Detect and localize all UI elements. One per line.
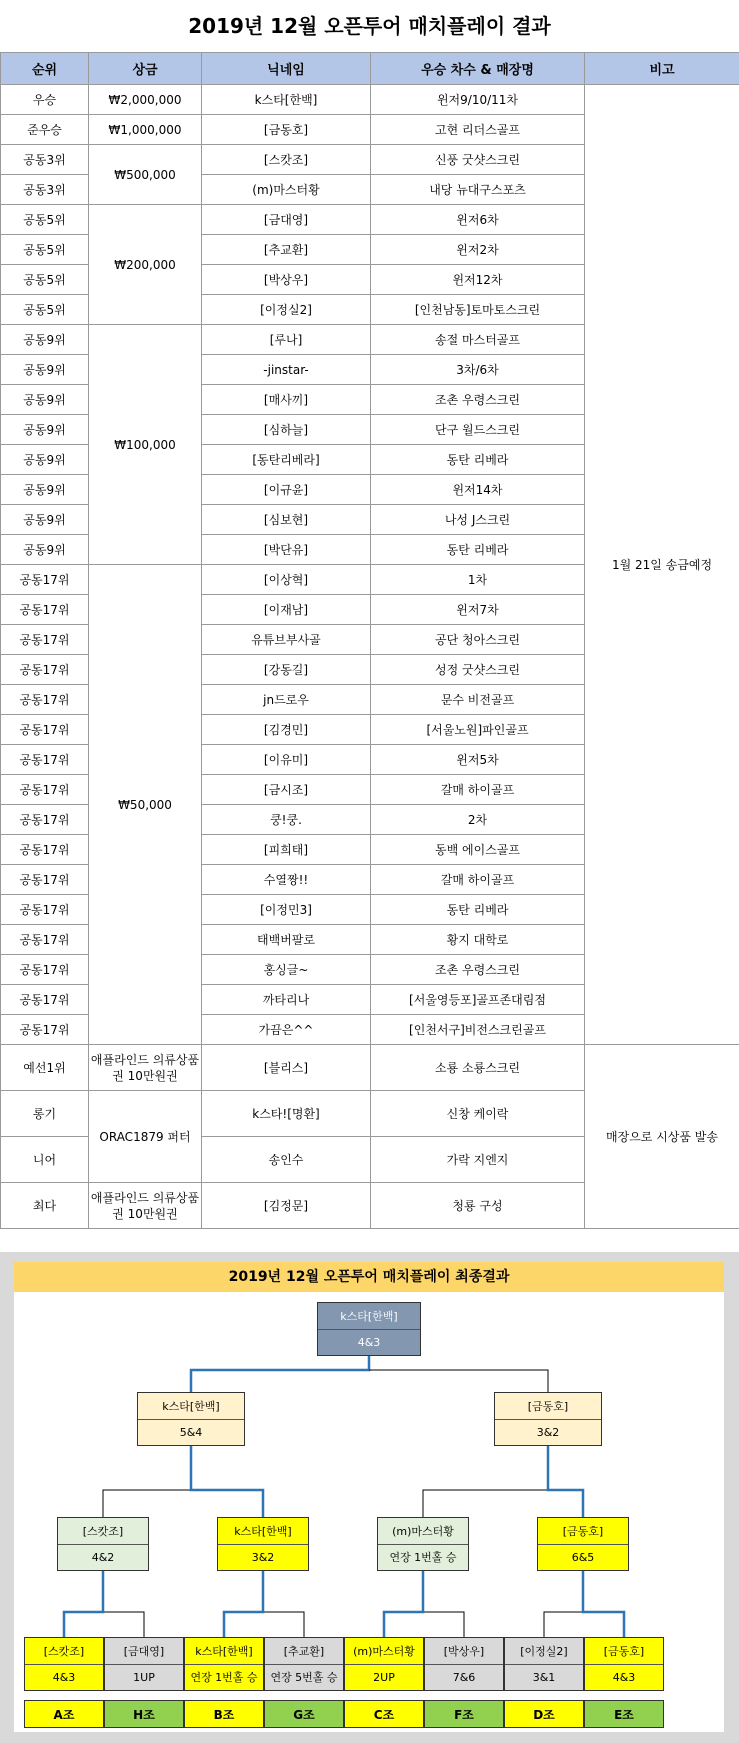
rank-cell: 공동9위: [1, 415, 89, 445]
venue-cell: 2차: [371, 805, 585, 835]
rank-cell: 공동5위: [1, 205, 89, 235]
venue-cell: 윈저9/10/11차: [371, 85, 585, 115]
match-score: 4&3: [612, 1670, 636, 1684]
match-score: 4&3: [52, 1670, 76, 1684]
rank-cell: 공동9위: [1, 505, 89, 535]
prize-cell: 애플라인드 의류상품권 10만원권: [89, 1183, 202, 1229]
nickname-cell: [이상혁]: [202, 565, 371, 595]
table-row: [1, 85, 739, 115]
nickname-cell: 수열짱!!: [202, 865, 371, 895]
special-row: [1, 1045, 739, 1091]
header-nickname: 닉네임: [202, 53, 371, 85]
venue-cell: 윈저12차: [371, 265, 585, 295]
rank-cell: 공동5위: [1, 235, 89, 265]
venue-cell: [인천남동]토마토스크린: [371, 295, 585, 325]
player-name: (m)마스터황: [345, 1638, 423, 1665]
rank-cell: 공동17위: [1, 835, 89, 865]
venue-cell: 동백 에이스골프: [371, 835, 585, 865]
venue-cell: 1차: [371, 565, 585, 595]
nickname-cell: (m)마스터황: [202, 175, 371, 205]
rank-cell: 공동17위: [1, 655, 89, 685]
round1-match-box: [584, 1637, 664, 1691]
player-name: k스타[한백]: [138, 1393, 244, 1420]
nickname-cell: [이정민3]: [202, 895, 371, 925]
rank-cell: 최다: [1, 1183, 89, 1229]
rank-cell: 공동17위: [1, 595, 89, 625]
rank-cell: 공동17위: [1, 955, 89, 985]
match-score: 1UP: [133, 1670, 155, 1684]
bracket-line: [369, 1370, 548, 1392]
nickname-cell: [심보현]: [202, 505, 371, 535]
nickname-cell: [금시조]: [202, 775, 371, 805]
quarter-final-box: [57, 1517, 149, 1571]
venue-cell: 고현 리더스골프: [371, 115, 585, 145]
player-name: k스타[한백]: [185, 1638, 263, 1665]
rank-cell: 공동9위: [1, 475, 89, 505]
venue-cell: 단구 월드스크린: [371, 415, 585, 445]
table-header-row: [1, 53, 739, 85]
player-name: [이정실2]: [505, 1638, 583, 1665]
winner-line: [583, 1571, 624, 1637]
player-name: k스타[한백]: [218, 1518, 308, 1545]
results-table: [0, 52, 739, 1229]
nickname-cell: [강동길]: [202, 655, 371, 685]
semi-final-box: [494, 1392, 602, 1446]
nickname-cell: [심하늘]: [202, 415, 371, 445]
rank-cell: 우승: [1, 85, 89, 115]
nickname-cell: [루나]: [202, 325, 371, 355]
nickname-cell: 쿵!쿵.: [202, 805, 371, 835]
venue-cell: 나성 J스크린: [371, 505, 585, 535]
rank-cell: 공동9위: [1, 355, 89, 385]
player-name: [스캇조]: [25, 1638, 103, 1665]
rank-cell: 공동17위: [1, 985, 89, 1015]
prize-cell: ₩500,000: [89, 145, 202, 205]
venue-cell: 신풍 굿샷스크린: [371, 145, 585, 175]
rank-cell: 공동9위: [1, 385, 89, 415]
match-score: 4&3: [357, 1335, 381, 1349]
nickname-cell: [박상우]: [202, 265, 371, 295]
bracket-panel: [14, 1262, 724, 1732]
nickname-cell: -jinstar-: [202, 355, 371, 385]
player-name: (m)마스터황: [378, 1518, 468, 1545]
venue-cell: 3차/6차: [371, 355, 585, 385]
note-cell: 매장으로 시상품 발송: [585, 1045, 739, 1229]
nickname-cell: [이규윤]: [202, 475, 371, 505]
venue-cell: 윈저7차: [371, 595, 585, 625]
venue-cell: 청룡 구성: [371, 1183, 585, 1229]
player-name: [스캇조]: [58, 1518, 148, 1545]
rank-cell: 공동17위: [1, 715, 89, 745]
venue-cell: 문수 비전골프: [371, 685, 585, 715]
header-prize: 상금: [89, 53, 202, 85]
page-title: 2019년 12월 오픈투어 매치플레이 결과: [188, 14, 551, 38]
venue-cell: 윈저2차: [371, 235, 585, 265]
nickname-cell: [이유미]: [202, 745, 371, 775]
rank-cell: 롱기: [1, 1091, 89, 1137]
nickname-cell: [이정실2]: [202, 295, 371, 325]
venue-cell: 윈저5차: [371, 745, 585, 775]
prize-cell: ₩1,000,000: [89, 115, 202, 145]
bracket-title: 2019년 12월 오픈투어 매치플레이 최종결과: [14, 1262, 724, 1292]
player-name: [금대영]: [105, 1638, 183, 1665]
nickname-cell: [피희태]: [202, 835, 371, 865]
note-cell: 1월 21일 송금예정: [585, 85, 739, 1045]
match-score: 2UP: [373, 1670, 395, 1684]
venue-cell: [인천서구]비전스크린골프: [371, 1015, 585, 1045]
rank-cell: 공동17위: [1, 1015, 89, 1045]
nickname-cell: [금대영]: [202, 205, 371, 235]
nickname-cell: 가끔은^^: [202, 1015, 371, 1045]
nickname-cell: [박단유]: [202, 535, 371, 565]
rank-cell: 공동9위: [1, 535, 89, 565]
quarter-final-box: [217, 1517, 309, 1571]
nickname-cell: [이재남]: [202, 595, 371, 625]
player-name: [추교환]: [265, 1638, 343, 1665]
rank-cell: 공동9위: [1, 445, 89, 475]
winner-line: [548, 1446, 583, 1517]
bracket-line: [423, 1490, 548, 1517]
prize-cell: ₩2,000,000: [89, 85, 202, 115]
nickname-cell: [스캇조]: [202, 145, 371, 175]
venue-cell: 갈매 하이골프: [371, 775, 585, 805]
prize-cell: ₩100,000: [89, 325, 202, 565]
bracket-line: [423, 1612, 464, 1637]
venue-cell: 윈저6차: [371, 205, 585, 235]
quarter-final-box: [377, 1517, 469, 1571]
match-score: 7&6: [452, 1670, 476, 1684]
quarter-final-box: [537, 1517, 629, 1571]
winner-line: [224, 1571, 263, 1637]
rank-cell: 공동17위: [1, 895, 89, 925]
round1-match-box: [424, 1637, 504, 1691]
venue-cell: 황지 대학로: [371, 925, 585, 955]
player-name: [금동호]: [538, 1518, 628, 1545]
rank-cell: 공동17위: [1, 685, 89, 715]
nickname-cell: k스타[한백]: [202, 85, 371, 115]
nickname-cell: 홍싱글~: [202, 955, 371, 985]
match-score: 연장 1번홀 승: [190, 1671, 258, 1684]
rank-cell: 공동17위: [1, 805, 89, 835]
rank-cell: 공동5위: [1, 295, 89, 325]
rank-cell: 공동3위: [1, 145, 89, 175]
venue-cell: [서울노원]파인골프: [371, 715, 585, 745]
bracket-line: [103, 1612, 144, 1637]
rank-cell: 공동17위: [1, 565, 89, 595]
prize-cell: 애플라인드 의류상품권 10만원권: [89, 1045, 202, 1091]
nickname-cell: 까타리나: [202, 985, 371, 1015]
rank-cell: 공동5위: [1, 265, 89, 295]
rank-cell: 공동17위: [1, 625, 89, 655]
round1-match-box: [344, 1637, 424, 1691]
nickname-cell: jn드로우: [202, 685, 371, 715]
venue-cell: 성정 굿샷스크린: [371, 655, 585, 685]
group-label: G조: [264, 1700, 344, 1728]
bracket-line: [103, 1490, 191, 1517]
venue-cell: 동탄 리베라: [371, 445, 585, 475]
match-score: 3&2: [251, 1550, 275, 1564]
nickname-cell: [추교환]: [202, 235, 371, 265]
venue-cell: 신창 케이락: [371, 1091, 585, 1137]
rank-cell: 니어: [1, 1137, 89, 1183]
nickname-cell: k스타![명환]: [202, 1091, 371, 1137]
prize-cell: ₩50,000: [89, 565, 202, 1045]
venue-cell: 동탄 리베라: [371, 535, 585, 565]
rank-cell: 공동17위: [1, 865, 89, 895]
rank-cell: 공동17위: [1, 745, 89, 775]
group-label: E조: [584, 1700, 664, 1728]
rank-cell: 공동17위: [1, 925, 89, 955]
round1-match-box: [504, 1637, 584, 1691]
rank-cell: 공동3위: [1, 175, 89, 205]
nickname-cell: [블리스]: [202, 1045, 371, 1091]
nickname-cell: 송인수: [202, 1137, 371, 1183]
player-name: [금동호]: [585, 1638, 663, 1665]
prize-cell: ORAC1879 퍼터: [89, 1091, 202, 1183]
match-score: 5&4: [179, 1425, 203, 1439]
results-body: [1, 85, 739, 1229]
group-label: F조: [424, 1700, 504, 1728]
venue-cell: 송절 마스터골프: [371, 325, 585, 355]
venue-cell: 소룡 소룡스크린: [371, 1045, 585, 1091]
nickname-cell: [금동호]: [202, 115, 371, 145]
nickname-cell: [김경민]: [202, 715, 371, 745]
group-label: A조: [24, 1700, 104, 1728]
group-label: H조: [104, 1700, 184, 1728]
winner-line: [191, 1446, 263, 1517]
rank-cell: 예선1위: [1, 1045, 89, 1091]
round1-match-box: [264, 1637, 344, 1691]
group-label: C조: [344, 1700, 424, 1728]
bracket-section: [0, 1252, 739, 1743]
final-match-box: [317, 1302, 421, 1356]
rank-cell: 준우승: [1, 115, 89, 145]
semi-final-box: [137, 1392, 245, 1446]
nickname-cell: 유튜브부사골: [202, 625, 371, 655]
rank-cell: 공동9위: [1, 325, 89, 355]
match-score: 연장 5번홀 승: [270, 1671, 338, 1684]
match-score: 6&5: [571, 1550, 595, 1564]
nickname-cell: [김정문]: [202, 1183, 371, 1229]
venue-cell: [서울영등포]골프존대림점: [371, 985, 585, 1015]
match-score: 3&2: [536, 1425, 560, 1439]
bracket-line: [263, 1612, 304, 1637]
nickname-cell: [동탄리베라]: [202, 445, 371, 475]
match-score: 3&1: [532, 1670, 556, 1684]
nickname-cell: 태백버팔로: [202, 925, 371, 955]
venue-cell: 내당 뉴대구스포츠: [371, 175, 585, 205]
venue-cell: 갈매 하이골프: [371, 865, 585, 895]
player-name: [금동호]: [495, 1393, 601, 1420]
venue-cell: 가락 지엔지: [371, 1137, 585, 1183]
round1-match-box: [24, 1637, 104, 1691]
player-name: [박상우]: [425, 1638, 503, 1665]
header-rank: 순위: [1, 53, 89, 85]
venue-cell: 공단 청아스크린: [371, 625, 585, 655]
venue-cell: 동탄 리베라: [371, 895, 585, 925]
rank-cell: 공동17위: [1, 775, 89, 805]
round1-match-box: [184, 1637, 264, 1691]
round1-match-box: [104, 1637, 184, 1691]
prize-cell: ₩200,000: [89, 205, 202, 325]
venue-cell: 조촌 우령스크린: [371, 955, 585, 985]
group-label: D조: [504, 1700, 584, 1728]
bracket-line: [544, 1612, 583, 1637]
winner-line: [191, 1356, 369, 1392]
match-score: 연장 1번홀 승: [389, 1551, 457, 1564]
match-score: 4&2: [91, 1550, 115, 1564]
header-note: 비고: [585, 53, 739, 85]
venue-cell: 윈저14차: [371, 475, 585, 505]
group-label: B조: [184, 1700, 264, 1728]
header-venue: 우승 차수 & 매장명: [371, 53, 585, 85]
winner-line: [64, 1571, 103, 1637]
nickname-cell: [매사끼]: [202, 385, 371, 415]
player-name: k스타[한백]: [318, 1303, 420, 1330]
winner-line: [384, 1571, 423, 1637]
venue-cell: 조촌 우령스크린: [371, 385, 585, 415]
